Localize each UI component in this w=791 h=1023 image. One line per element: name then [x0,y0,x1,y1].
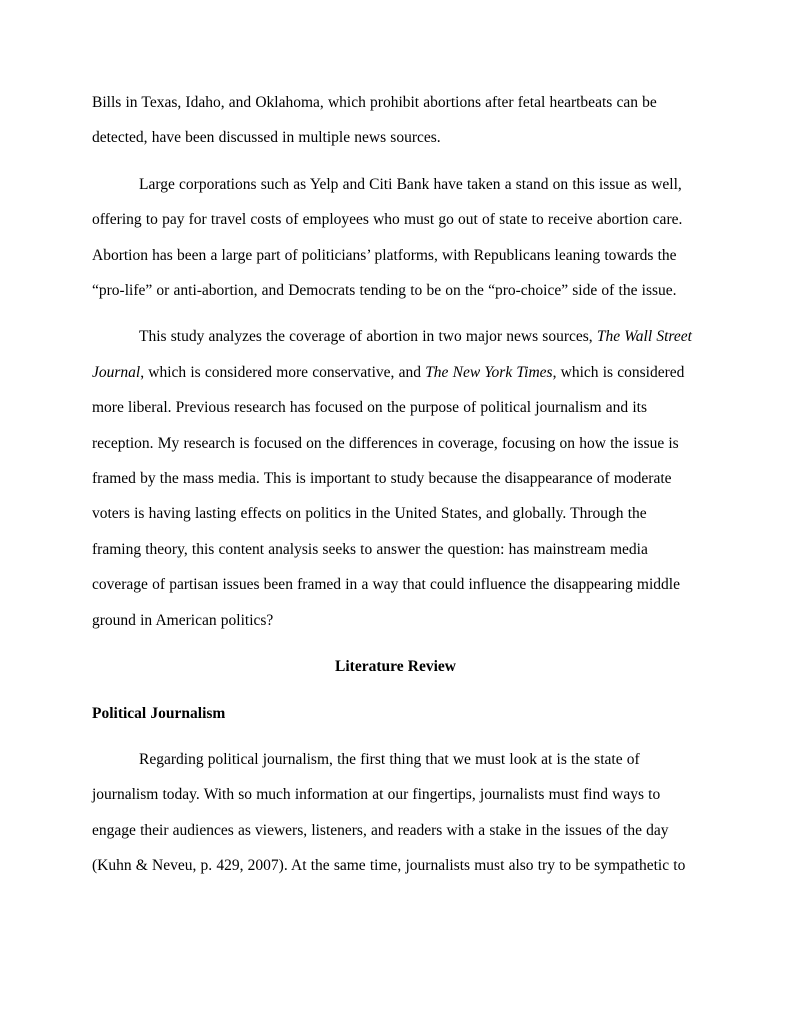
paragraph [92,319,699,638]
text-run: Bills in Texas, Idaho, and Oklahoma, which prohibit abortions after fetal heartbeats can be detected, have been discussed in multiple news sources. [92,94,657,147]
text-run: This study analyzes the coverage of abortion in two major news sources, [139,328,597,346]
paragraph [92,167,699,309]
publication-title-italic: The New York Times [425,363,553,381]
subsection-heading: Political Journalism [92,704,226,722]
document-body [92,85,699,884]
text-run: , which is considered more conservative, and [140,363,426,381]
paragraph [92,85,699,156]
paragraph [92,742,699,884]
text-run: Large corporations such as Yelp and Citi Bank have taken a stand on this issue as well, offering to pay for travel costs of employees who must go out of state to receive abortion care. Abortion has been a large part of politicians’ platforms, with Republicans leaning towards the “pro-life” or anti-abortion, and Democrats tending to be on the “pro-choice” side of the issue. [92,175,683,300]
text-run: , which is considered more liberal. Previous research has focused on the purpose of political journalism and its reception. My research is focused on the differences in coverage, focusing on how the issue is framed by the mass media. This is important to study because the disappearance of moderate voters is having lasting effects on politics in the United States, and globally. Through the framing theory, this content analysis seeks to answer the question: has mainstream media coverage of partisan issues been framed in a way that could influence the disappearing middle ground in American politics? [92,363,685,629]
text-run: Regarding political journalism, the first thing that we must look at is the state of journalism today. With so much information at our fingertips, journalists must find ways to engage their audiences as viewers, listeners, and readers with a stake in the issues of the day (Kuhn & Neveu, p. 429, 2007). At the same time, journalists must also try to be sympathetic to [92,750,686,875]
section-heading: Literature Review [335,658,456,676]
publication-title-italic: The Wall Street Journal [92,328,692,381]
